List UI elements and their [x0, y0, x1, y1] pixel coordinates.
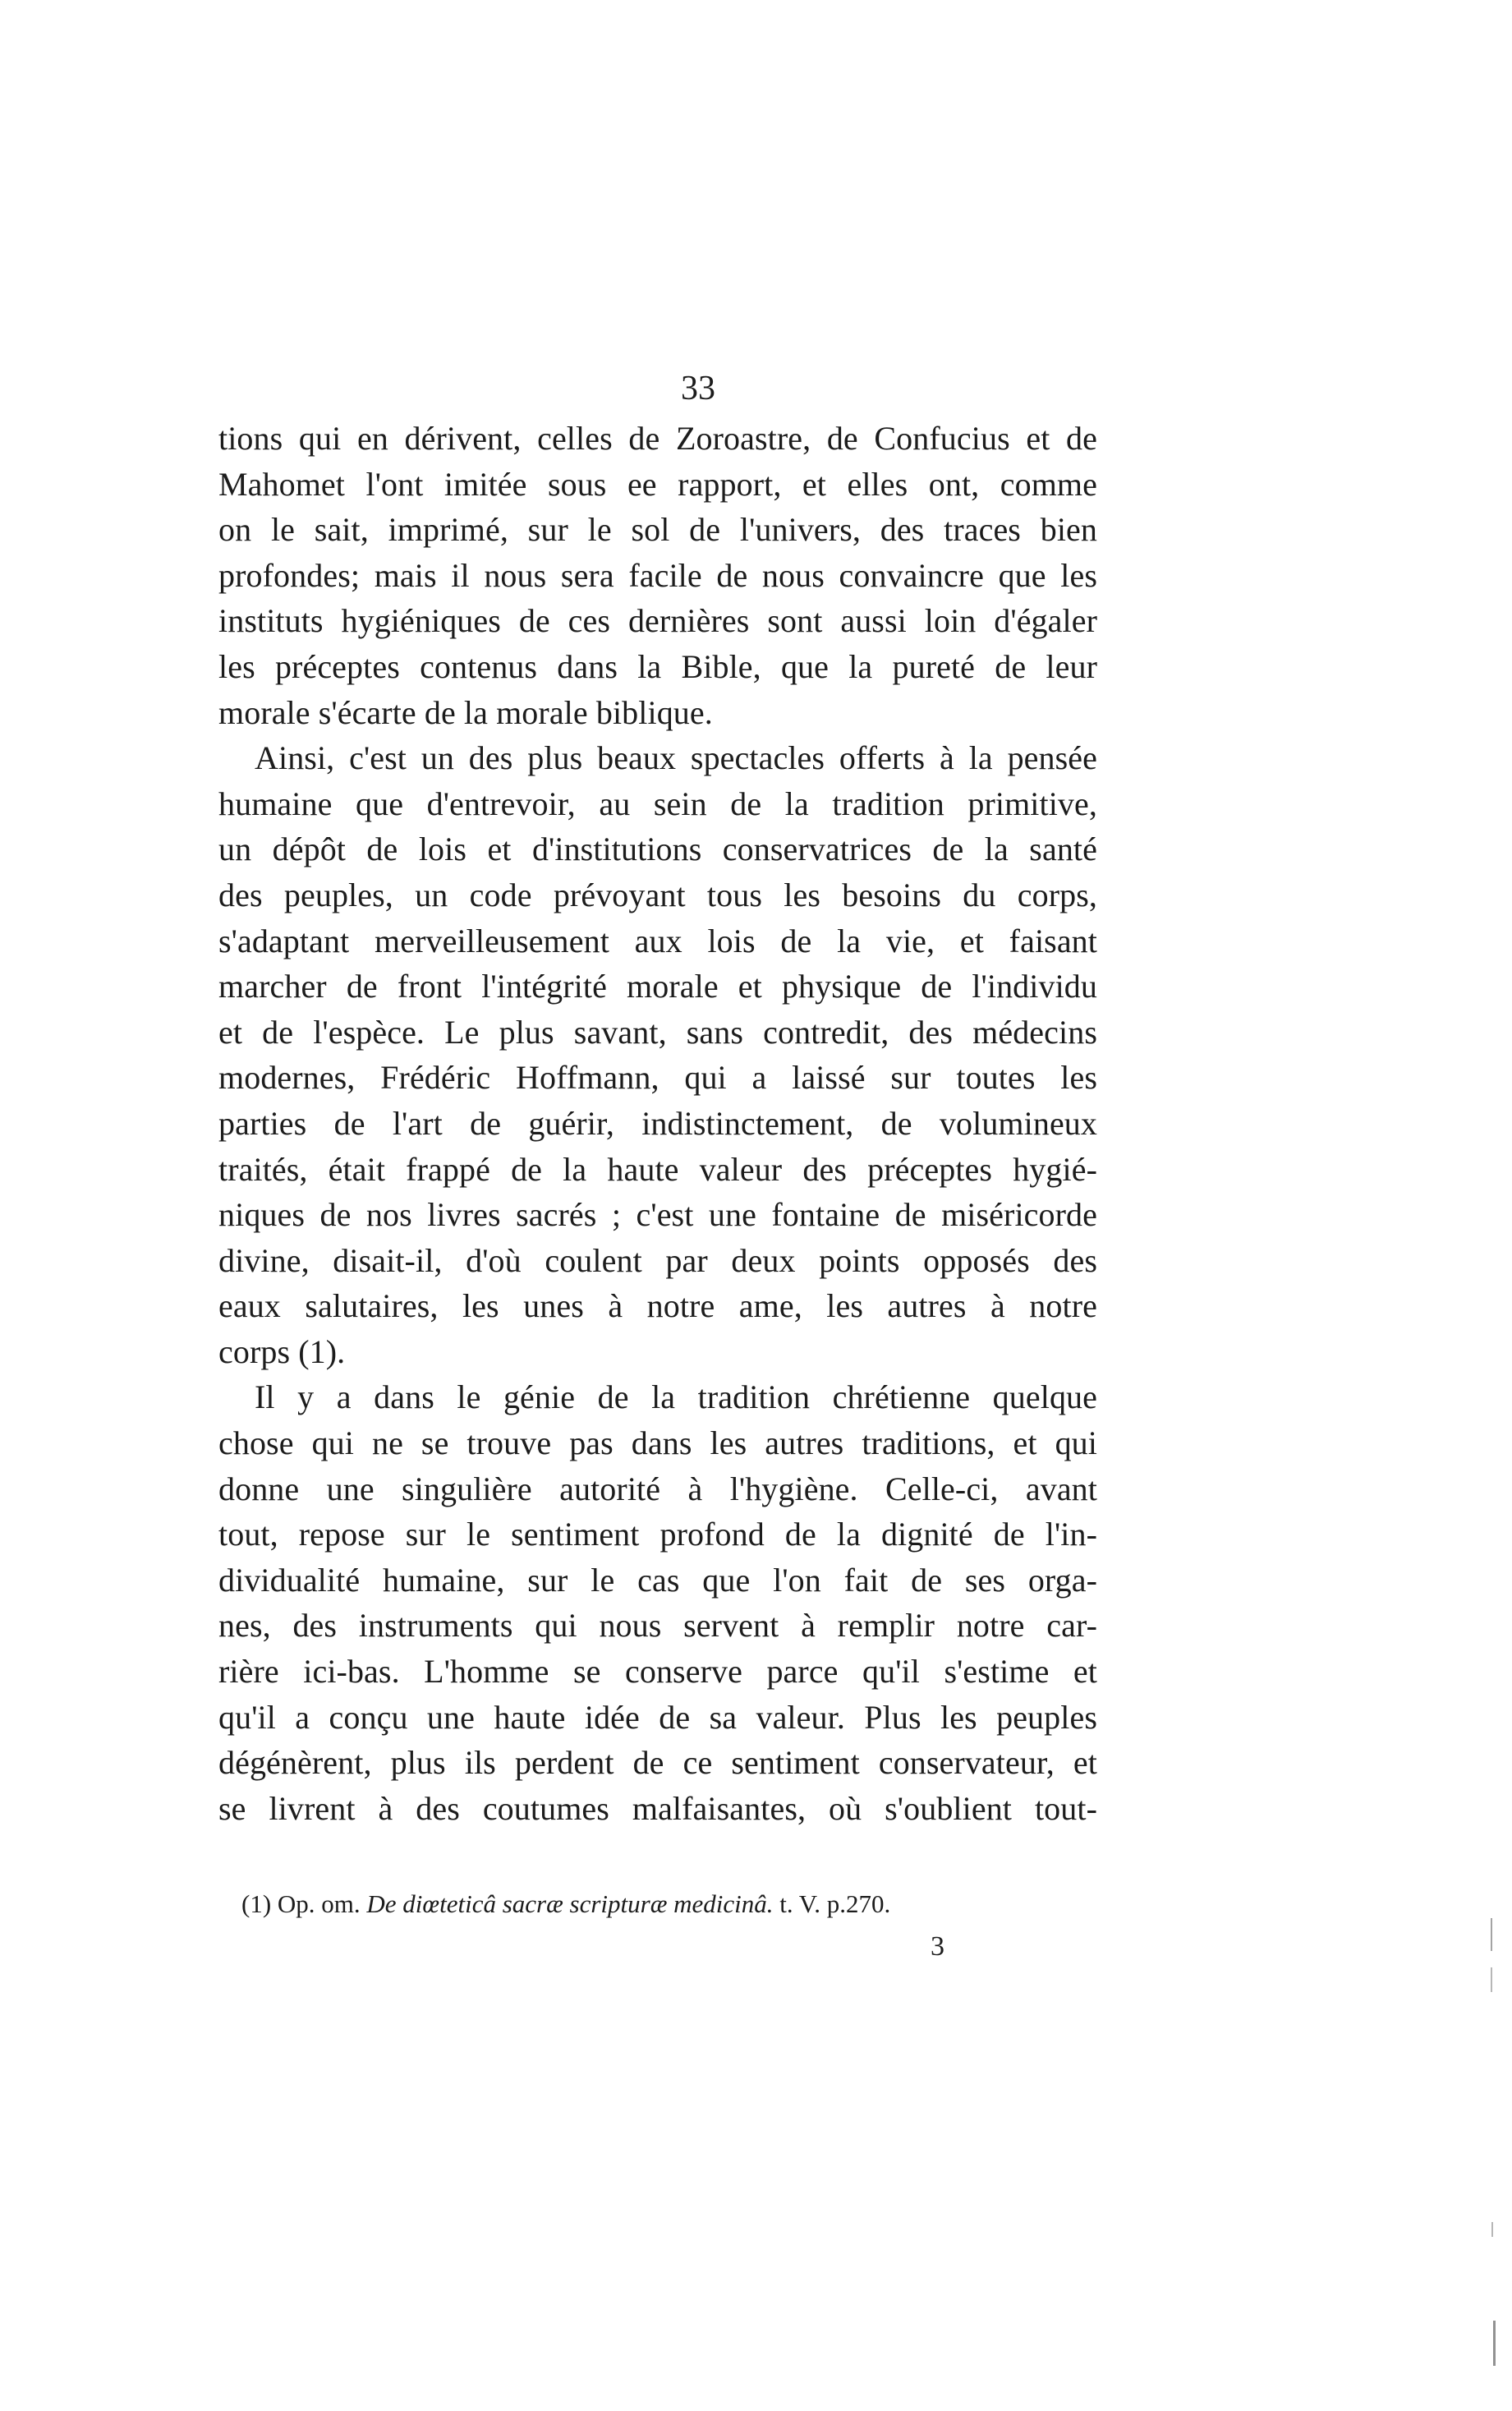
- paragraph-3: [218, 1374, 1097, 1831]
- text-line: eaux salutaires, les unes à notre ame, les autres à notre: [218, 1287, 1097, 1325]
- text-line: humaine que d'entrevoir, au sein de la tradition primitive,: [218, 784, 1097, 822]
- body-text: [218, 416, 1097, 1831]
- text-line: profondes; mais il nous sera facile de nous convaincre que les: [218, 556, 1097, 594]
- text-line: donne une singulière autorité à l'hygiène. Celle-ci, avant: [218, 1470, 1097, 1507]
- footnote: [241, 1888, 890, 1921]
- text-line: dégénèrent, plus ils perdent de ce sentiment conservateur, et: [218, 1744, 1097, 1782]
- text-line: traités, était frappé de la haute valeur des préceptes hygié-: [218, 1150, 1097, 1188]
- text-line: instituts hygiéniques de ces dernières sont aussi loin d'égaler: [218, 602, 1097, 640]
- text-line: un dépôt de lois et d'institutions conservatrices de la santé: [218, 831, 1097, 868]
- text-line: s'adaptant merveilleusement aux lois de la vie, et faisant: [218, 922, 1097, 959]
- text-line: se livrent à des coutumes malfaisantes, où s'oublient tout-: [218, 1789, 1097, 1827]
- paragraph-1: [218, 416, 1097, 735]
- scan-artifact: [1493, 2321, 1496, 2366]
- footnote-prefix: Op. om.: [277, 1889, 361, 1918]
- text-line: marcher de front l'intégrité morale et physique de l'individu: [218, 968, 1097, 1005]
- text-line: chose qui ne se trouve pas dans les autres traditions, et qui: [218, 1424, 1097, 1462]
- text-line: rière ici-bas. L'homme se conserve parce qu'il s'estime et: [218, 1653, 1097, 1691]
- paragraph-2: [218, 735, 1097, 1374]
- footnote-marker: (1): [241, 1889, 272, 1918]
- text-line: niques de nos livres sacrés ; c'est une fontaine de miséricorde: [218, 1196, 1097, 1234]
- text-line: tout, repose sur le sentiment profond de la dignité de l'in-: [218, 1516, 1097, 1553]
- footnote-title: De diœteticâ sacræ scripturæ medicinâ.: [366, 1889, 774, 1918]
- text-line: dividualité humaine, sur le cas que l'on fait de ses orga-: [218, 1561, 1097, 1599]
- scan-artifact: [1491, 2222, 1493, 2237]
- scan-artifact: [1491, 1967, 1492, 1992]
- text-line: modernes, Frédéric Hoffmann, qui a laissé sur toutes les: [218, 1059, 1097, 1097]
- text-line: et de l'espèce. Le plus savant, sans contredit, des médecins: [218, 1013, 1097, 1051]
- page-number: 33: [681, 370, 715, 407]
- text-line: on le sait, imprimé, sur le sol de l'univers, des traces bien: [218, 511, 1097, 549]
- text-line: morale s'écarte de la morale biblique.: [218, 693, 713, 731]
- text-line: Il y a dans le génie de la tradition chrétienne quelque: [255, 1378, 1097, 1416]
- text-line: divine, disait-il, d'où coulent par deux points opposés des: [218, 1241, 1097, 1279]
- text-line: des peuples, un code prévoyant tous les besoins du corps,: [218, 876, 1097, 913]
- text-line: Mahomet l'ont imitée sous ee rapport, et elles ont, comme: [218, 465, 1097, 503]
- text-line: parties de l'art de guérir, indistinctement, de volumineux: [218, 1104, 1097, 1142]
- text-line: corps (1).: [218, 1332, 346, 1370]
- signature-mark: 3: [931, 1931, 944, 1962]
- text-line: qu'il a conçu une haute idée de sa valeur. Plus les peuples: [218, 1698, 1097, 1736]
- text-line: tions qui en dérivent, celles de Zoroastre, de Confucius et de: [218, 420, 1097, 457]
- scan-artifact: [1491, 1918, 1492, 1951]
- footnote-ref: t. V. p.270.: [779, 1889, 891, 1918]
- text-line: Ainsi, c'est un des plus beaux spectacles offerts à la pensée: [255, 739, 1097, 777]
- text-line: les préceptes contenus dans la Bible, que la pureté de leur: [218, 647, 1097, 685]
- text-line: nes, des instruments qui nous servent à remplir notre car-: [218, 1607, 1097, 1645]
